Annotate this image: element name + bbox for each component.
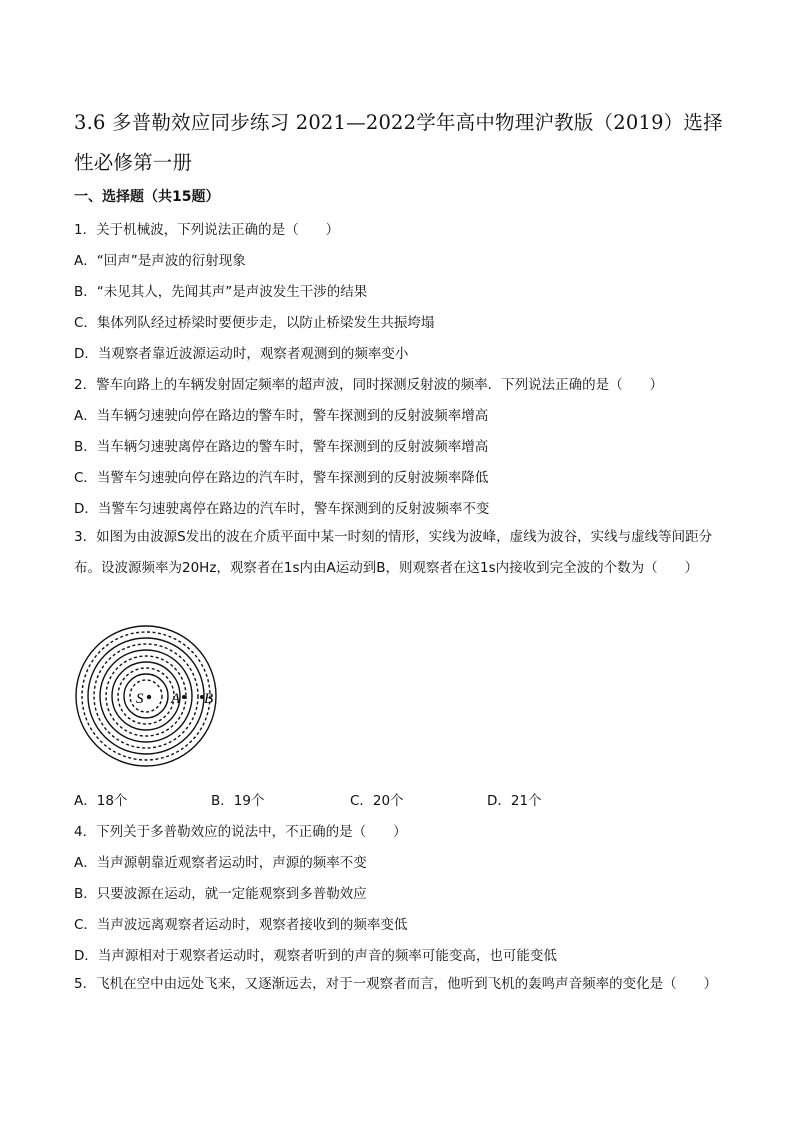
wave-trough-circle <box>130 680 162 712</box>
question-4-stem: 4．下列关于多普勒效应的说法中，不正确的是（ ） <box>74 824 407 840</box>
question-3-option-a: A．18个 <box>74 793 128 809</box>
question-3-option-c: C．20个 <box>350 793 404 809</box>
question-2-stem: 2．警车向路上的车辆发射固定频率的超声波，同时探测反射波的频率．下列说法正确的是（ ） <box>74 377 664 393</box>
wave-crest-circle <box>112 662 180 730</box>
question-1-option-a: A．“回声”是声波的衍射现象 <box>74 253 246 269</box>
wave-circles-figure <box>74 624 219 769</box>
wave-trough-circle <box>118 668 174 724</box>
question-5-stem: 5．飞机在空中由远处飞来，又逐渐远去，对于一观察者而言，他听到飞机的轰鸣声音频率的变化是（ ） <box>74 976 718 992</box>
section-heading: 一、选择题（共15题） <box>74 189 220 205</box>
question-1-stem: 1．关于机械波，下列说法正确的是（ ） <box>74 222 340 238</box>
label-s: S <box>136 691 144 707</box>
question-3-options <box>74 789 634 809</box>
question-1-option-d: D．当观察者靠近波源运动时，观察者观测到的频率变小 <box>74 346 409 362</box>
question-3-option-b: B．19个 <box>211 793 265 809</box>
question-4-option-d: D．当声源相对于观察者运动时，观察者听到的声音的频率可能变高，也可能变低 <box>74 948 557 964</box>
question-4-option-a: A．当声源朝靠近观察者运动时，声源的频率不变 <box>74 855 367 871</box>
question-3-option-d: D．21个 <box>487 793 542 809</box>
question-4-option-c: C．当声波远离观察者运动时，观察者接收到的频率变低 <box>74 917 408 933</box>
question-2-option-d: D．当警车匀速驶离停在路边的汽车时，警车探测到的反射波频率不变 <box>74 501 490 517</box>
question-1-option-c: C．集体列队经过桥梁时要便步走，以防止桥梁发生共振垮塌 <box>74 315 435 331</box>
question-3-stem: 3．如图为由波源S发出的波在介质平面中某一时刻的情形，实线为波峰，虚线为波谷，实线与虚线等间距分布。设波源频率为20Hz，观察者在1s内由A运动到B，则观察者在这1s内接收到完全波的个数为（ ） <box>74 529 713 576</box>
label-a: A <box>171 691 181 707</box>
point-a <box>182 695 186 699</box>
wave-crest-circle <box>76 626 216 766</box>
question-2-option-c: C．当警车匀速驶向停在路边的汽车时，警车探测到的反射波频率降低 <box>74 470 489 486</box>
question-2-option-b: B．当车辆匀速驶离停在路边的警车时，警车探测到的反射波频率增高 <box>74 439 489 455</box>
question-1-option-b: B．“未见其人，先闻其声”是声波发生干涉的结果 <box>74 284 368 300</box>
source-point <box>147 695 151 699</box>
question-2-option-a: A．当车辆匀速驶向停在路边的警车时，警车探测到的反射波频率增高 <box>74 408 489 424</box>
wave-trough-circle <box>82 632 210 760</box>
label-b: B <box>204 691 214 707</box>
question-4-option-b: B．只要波源在运动，就一定能观察到多普勒效应 <box>74 886 367 902</box>
document-title: 3.6 多普勒效应同步练习 2021—2022学年高中物理沪教版（2019）选择性必修第一册 <box>74 111 723 174</box>
